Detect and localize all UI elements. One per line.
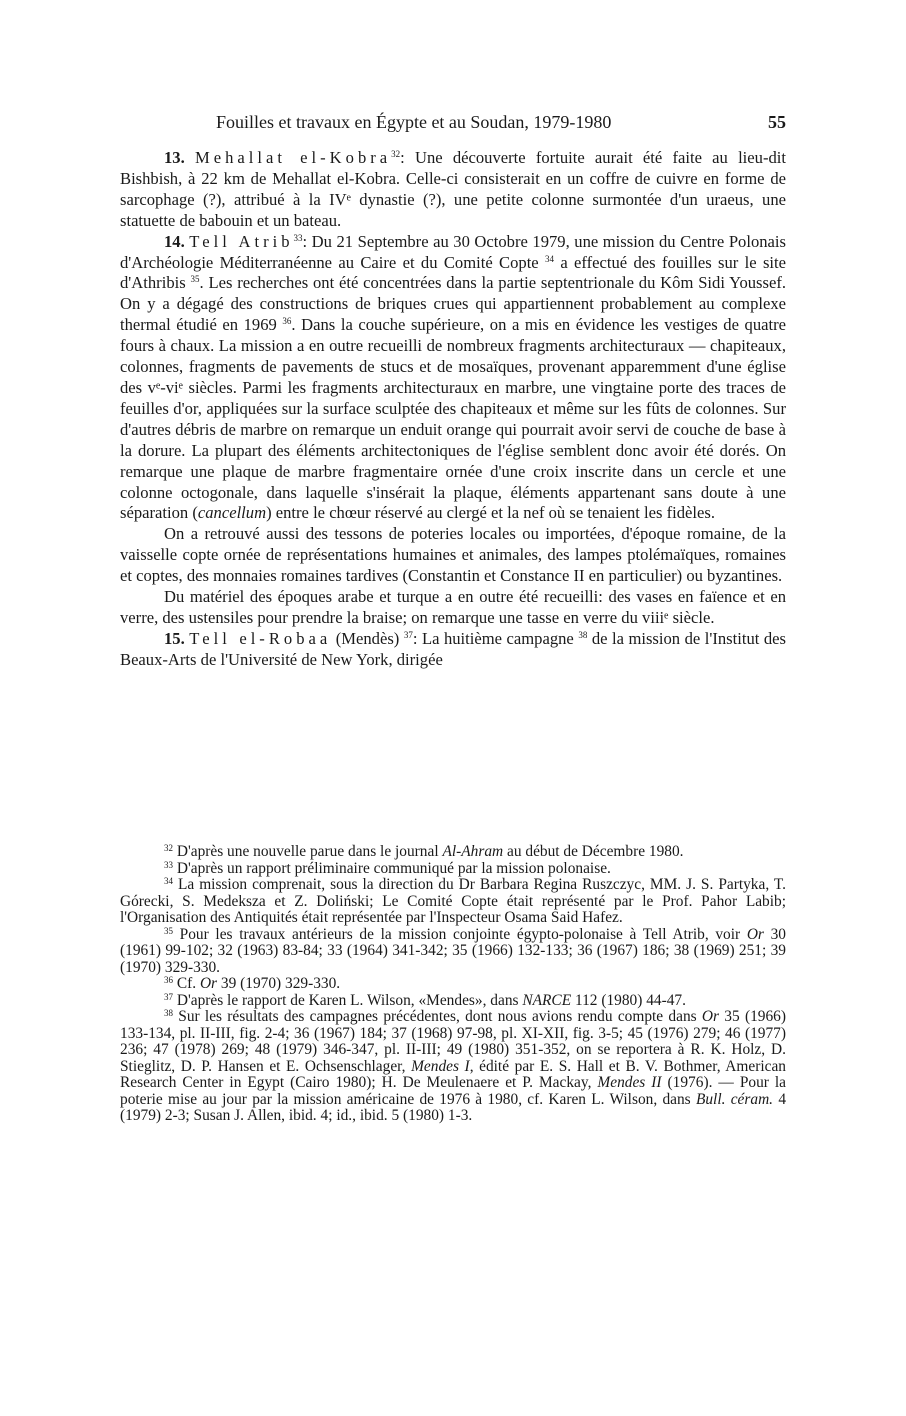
footnote-italic: Bull. céram. xyxy=(695,1090,774,1108)
footnotes xyxy=(120,844,786,1125)
main-text xyxy=(120,148,786,671)
footnote-38 xyxy=(120,1009,786,1125)
paragraph-text: . Les recherches ont été concentrées dans la partie septentrionale du Kôm Sidi Youssef. On y a dégagé des constructions de briques crues qui appartiennent probablement au complexe thermal étudié en 1969 xyxy=(120,273,787,335)
footnote-34 xyxy=(120,877,786,927)
footnote-italic: Or xyxy=(199,975,218,992)
footnote-37 xyxy=(120,993,786,1010)
footnote-ref[interactable]: 32 xyxy=(391,149,401,159)
running-title: Fouilles et travaux en Égypte et au Soudan, 1979-1980 xyxy=(216,112,612,132)
paragraph-text: a effectué des fouilles sur le site d'Athribis xyxy=(120,252,786,293)
footnote-text: 30 (1961) 99-102; 32 (1963) 83-84; 33 (1964) 341-342; 35 (1966) 132-133; 36 (1967) 186; 38 (1969) 251; 39 (1970) 329-330. xyxy=(120,925,786,976)
section-number: 15. xyxy=(164,628,185,648)
footnote-ref[interactable]: 33 xyxy=(293,232,303,243)
footnote-text: 4 (1979) 2-3; Susan J. Allen, ibid. 4; id., ibid. 5 (1980) 1-3. xyxy=(120,1090,787,1124)
footnote-number: 37 xyxy=(164,991,173,1002)
section-number: 13. xyxy=(164,148,185,167)
footnote-number: 35 xyxy=(164,925,173,936)
footnote-number: 33 xyxy=(164,859,173,870)
footnote-text: 112 (1980) 44-47. xyxy=(571,991,686,1009)
page-number: 55 xyxy=(768,112,786,132)
footnote-ref[interactable]: 34 xyxy=(545,253,555,264)
footnote-italic: Or xyxy=(701,1008,720,1025)
footnote-32 xyxy=(120,844,786,861)
site-name: Tell Atrib xyxy=(189,231,294,251)
running-header xyxy=(120,112,786,136)
site-name: Mehallat el-Kobra xyxy=(194,148,392,167)
footnote-36 xyxy=(120,976,786,993)
italic-term: cancellum xyxy=(197,503,267,523)
paragraph: Du matériel des époques arabe et turque a en outre été recueilli: des vases en faïence et en verre, des ustensiles pour prendre la braise; on remarque une tasse en verre du viiiᵉ siècle. xyxy=(120,587,786,627)
footnote-text: (1976). — Pour la poterie mise au jour par la mission américaine de 1976 à 1980, cf. Karen L. Wilson, dans xyxy=(120,1074,786,1108)
footnote-text: Sur les résultats des campagnes précédentes, dont nous avions rendu compte dans xyxy=(173,1008,702,1025)
footnote-number: 32 xyxy=(164,843,173,853)
footnote-italic: Mendes II xyxy=(597,1074,662,1091)
footnote-italic: NARCE xyxy=(522,991,572,1009)
footnote-ref[interactable]: 37 xyxy=(403,629,413,640)
footnote-33 xyxy=(120,861,786,878)
footnote-ref[interactable]: 35 xyxy=(190,274,200,285)
paragraph-text: : Du 21 Septembre au 30 Octobre 1979, une mission du Centre Polonais d'Archéologie Méditerranéenne au Caire et du Comité Copte xyxy=(120,231,786,272)
paragraph-text: . Dans la couche supérieure, on a mis en évidence les vestiges de quatre fours à chaux. La mission a en outre recueilli de nombreux fragments architecturaux — chapiteaux, colonnes, fragments de pavements de stucs et de mosaïques, provenant apparemment d'une église des vᵉ-viᵉ siècles. Parmi les fragments architecturaux en marbre, une vingtaine porte des traces de feuilles d'or, appliquées sur la surface sculptée des chapiteaux et même sur les fûts de colonnes. Sur d'autres débris de marbre on remarque un enduit orange qui pourrait avoir servi de couche de base à la dorure. La plupart des éléments architectoniques de l'église semblent donc avoir été dorés. On remarque une plaque de marbre fragmentaire ornée d'une croix inscrite dans un cercle et une colonne octogonale, dans laquelle s'insérait la plaque, éléments appartenant sans doute à une séparation ( xyxy=(120,315,787,523)
footnote-text: , édité par E. S. Hall et B. V. Bothmer, American Research Center in Egypt (Cairo 1980); H. De Meulenaere et P. Mackay, xyxy=(120,1057,786,1091)
paragraph-text: ) entre le chœur réservé au clergé et la nef où se tenaient les fidèles. xyxy=(266,503,715,523)
footnote-text: D'après un rapport préliminaire communiqué par la mission polonaise. xyxy=(173,859,611,877)
paragraph-text: de la mission de l'Institut des Beaux-Arts de l'Université de New York, dirigée xyxy=(120,628,786,669)
footnote-text: 39 (1970) 329-330. xyxy=(217,975,341,992)
footnote-italic: Mendes I xyxy=(411,1057,470,1075)
footnote-text: Pour les travaux antérieurs de la mission conjointe égypto-polonaise à Tell Atrib, voir xyxy=(173,925,747,943)
footnote-ref[interactable]: 36 xyxy=(282,316,292,327)
footnote-number: 38 xyxy=(164,1008,173,1018)
paragraph-text: (Mendès) xyxy=(331,628,400,648)
footnote-text: La mission comprenait, sous la direction du Dr Barbara Regina Ruszczyc, MM. J. S. Partyka, T. Górecki, S. Medeksza et Z. Doliński; Le Comité Copte était représenté par le Prof. Pahor Labib; l'Organisation des Antiquités était représentée par l'Inspecteur Osama Said Hafez. xyxy=(120,876,786,926)
paragraph-text: : La huitième campagne xyxy=(412,628,574,648)
section-13 xyxy=(120,148,786,232)
paragraph-text: : Une découverte fortuite aurait été faite au lieu-dit Bishbish, à 22 km de Mehallat el-Kobra. Celle-ci consisterait en un coffre de cuivre en forme de sarcophage (?), attribué à la IVᵉ dynastie (?), une petite colonne surmontée d'un uraeus, une statuette de babouin et un bateau. xyxy=(120,148,786,230)
footnote-number: 34 xyxy=(164,876,173,886)
footnote-text: 35 (1966) 133-134, pl. II-III, fig. 2-4; 36 (1967) 184; 37 (1968) 97-98, pl. XI-XII, fig. 3-5; 45 (1976) 279; 46 (1977) 236; 47 (1978) 269; 48 (1979) 346-347, pl. II-III; 49 (1980) 351-352, on se reportera à R. K. Holz, D. Stieglitz, D. P. Hansen et E. Ochsenschlager, xyxy=(120,1008,786,1075)
section-14 xyxy=(120,232,786,525)
paragraph: On a retrouvé aussi des tessons de poteries locales ou importées, d'époque romaine, de la vaisselle copte ornée de représentations humaines et animales, des lampes ptolémaïques, romaines et coptes, des monnaies romaines tardives (Constantin et Constance II en particulier) ou byzantines. xyxy=(120,524,786,586)
footnote-italic: Or xyxy=(746,925,764,943)
footnote-text: D'après le rapport de Karen L. Wilson, «Mendes», dans xyxy=(173,991,523,1009)
footnote-ref[interactable]: 38 xyxy=(578,629,588,640)
footnote-text: Cf. xyxy=(173,975,200,992)
footnote-text: D'après une nouvelle parue dans le journal xyxy=(173,843,443,860)
section-15 xyxy=(120,629,786,671)
footnote-italic: Al-Ahram xyxy=(442,843,504,860)
site-name: Tell el-Robaa xyxy=(189,628,332,648)
section-number: 14. xyxy=(164,231,185,251)
footnote-text: au début de Décembre 1980. xyxy=(503,843,684,860)
footnote-35 xyxy=(120,927,786,977)
footnote-number: 36 xyxy=(164,975,173,985)
